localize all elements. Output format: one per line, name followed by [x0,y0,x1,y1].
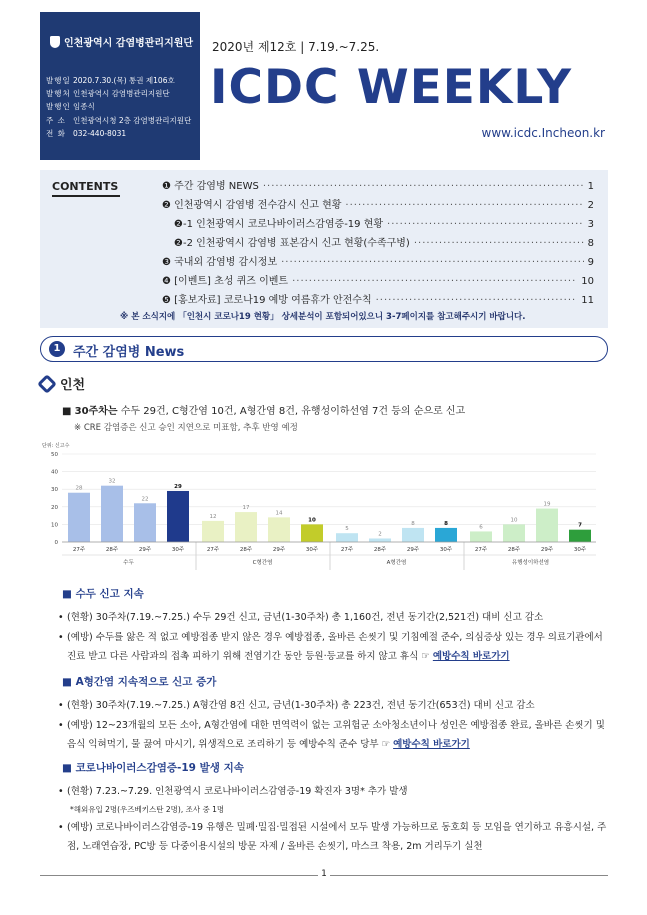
y-tick-label: 50 [51,452,58,458]
page-number: 1 [318,869,330,879]
bar [569,530,591,542]
contents-notice: ※ 본 소식지에 「인천시 코로나19 현황」 상세분석이 포함되어있으니 3-7페이지를 참고해주시기 바랍니다. [120,312,526,322]
x-tick-label: 27주 [474,547,488,553]
y-tick-label: 40 [51,469,58,476]
meta-key: 발행인 [46,102,71,112]
newsletter-title: ICDC WEEKLY [210,60,572,115]
x-tick-label: 28주 [105,547,119,553]
bar [68,493,90,542]
bar [435,528,457,542]
website-url[interactable]: www.icdc.Incheon.kr [481,126,605,140]
bar-value-label: 17 [242,505,250,512]
section-title: 주간 감염병 News [73,345,185,360]
covid-status: • (현황) 7.23.~7.29. 인천광역시 코로나바이러스감염증-19 확진자 3명* 추가 발생 [58,786,408,797]
x-tick-label: 30주 [171,547,185,553]
bar-value-label: 8 [411,520,415,527]
meta-key: 발행일 [46,76,71,85]
bar-value-label: 32 [108,478,116,485]
weekly-summary: ■ 30주차는 수두 29건, C형간염 10건, A형간염 8건, 유행성이하선염 7건 등의 순으로 신고 [62,406,466,417]
meta-value: 인천광역시청 2층 감염병관리지원단 [73,115,192,125]
bar-value-label: 29 [174,483,182,490]
bar [536,509,558,542]
section-header [40,336,608,362]
hepa-prevention: • (예방) 12~23개월의 모든 소아, A형간염에 대한 면역력이 없는 고위험군 소아청소년이나 성인은 예방접종 완료, 올바른 손씻기 및 음식 익혀먹기, 물 끓여 마시기, 위생적으로 조리하기 등 예방수칙 준수 당부 ☞ 예방수칙 바로가기 [58,720,605,750]
x-tick-label: 30주 [573,547,587,553]
covid-heading: ■ 코로나바이러스감염증-19 발생 지속 [62,762,244,774]
diamond-icon [37,374,57,394]
shield-icon [50,36,60,48]
toc-leader [387,215,584,234]
meta-key: 전 화 [46,128,66,138]
meta-row [46,114,191,127]
x-tick-label: 30주 [439,547,453,553]
toc-item[interactable] [162,253,594,272]
bar [101,486,123,542]
toc-page: 8 [587,238,594,249]
toc-leader [263,177,584,196]
bar [167,491,189,542]
hepa-heading: ■ A형간염 지속적으로 신고 증가 [62,676,217,688]
bar [470,531,492,542]
bar [202,521,224,542]
toc-item[interactable] [162,215,594,234]
y-tick-label: 30 [51,487,58,494]
contents-title: CONTENTS [52,180,120,197]
bar-value-label: 10 [510,517,518,524]
x-tick-label: 28주 [239,547,253,553]
bar-value-label: 5 [345,526,349,533]
toc-label: ❷-1 인천광역시 코로나바이러스감염증-19 현황 [174,219,384,230]
chickenpox-guide-link[interactable]: 예방수칙 바로가기 [432,651,510,662]
meta-key: 주 소 [46,115,66,125]
bar [268,517,290,542]
issue-line: 2020년 제12호 | 7.19.~7.25. [212,40,380,54]
bar-value-label: 7 [578,522,582,529]
toc-label: ❶ 주간 감염병 NEWS [162,181,259,192]
toc-page: 1 [587,181,594,192]
x-tick-label: 29주 [138,547,152,553]
x-tick-label: 27주 [72,547,86,553]
bar [402,528,424,542]
toc-item[interactable] [162,196,594,215]
meta-value: 인천광역시 감염병관리지원단 [73,89,170,99]
meta-row [46,87,191,100]
org-name: 인천광역시 감염병관리지원단 [50,34,193,49]
x-tick-label: 28주 [373,547,387,553]
toc-leader [345,196,583,215]
y-axis-label: 단위: 신고수 [42,443,70,449]
bar [235,512,257,542]
masthead-box [40,12,200,160]
meta-row [46,74,191,87]
toc-label: ❸ 국내외 감염병 감시정보 [162,257,278,268]
x-tick-label: 27주 [206,547,220,553]
bar-value-label: 12 [209,513,217,520]
toc-leader [292,272,577,291]
x-tick-label: 29주 [272,547,286,553]
contents-box [40,170,608,328]
group-label: 유행성이하선염 [511,560,550,566]
group-label: C형간염 [252,560,273,566]
bar-value-label: 28 [75,485,83,492]
bar [336,533,358,542]
masthead-meta [46,74,191,140]
meta-value: 2020.7.30.(목) 통권 제106호 [73,76,175,85]
meta-value: 임종식 [73,102,95,112]
weekly-report-chart [40,438,608,574]
cre-note: ※ CRE 감염증은 신고 승인 지연으로 미표함, 추후 반영 예정 [74,423,298,433]
bar-value-label: 14 [275,510,283,517]
region-heading: 인천 [40,374,85,393]
covid-footnote: *해외유입 2명(우즈베키스탄 2명), 조사 중 1명 [70,805,225,814]
y-tick-label: 20 [51,504,58,511]
section-number: 1 [49,341,65,357]
meta-row [46,127,191,140]
toc-page: 9 [587,257,594,268]
meta-row [46,100,191,113]
chickenpox-status: • (현황) 30주차(7.19.~7.25.) 수두 29건 신고, 금년(1-30주차) 총 1,160건, 전년 동기간(2,521건) 대비 신고 감소 [58,612,544,623]
x-tick-label: 29주 [540,547,554,553]
toc-item[interactable] [162,177,594,196]
toc-item[interactable] [162,234,594,253]
bar [301,524,323,542]
bar-value-label: 6 [479,524,483,531]
group-label: A형간염 [386,560,407,566]
toc-leader [414,234,584,253]
x-tick-label: 30주 [305,547,319,553]
toc-page: 11 [581,295,594,306]
meta-value: 032-440-8031 [73,128,127,138]
x-tick-label: 28주 [507,547,521,553]
table-of-contents [162,177,594,310]
hepa-status: • (현황) 30주차(7.19.~7.25.) A형간염 8건 신고, 금년(1-30주차) 총 223건, 전년 동기간(653건) 대비 신고 감소 [58,700,535,711]
x-tick-label: 27주 [340,547,354,553]
bar [503,524,525,542]
bar-value-label: 8 [444,520,448,527]
bar-value-label: 19 [543,501,551,508]
bar-value-label: 22 [141,496,149,503]
chickenpox-prevention: • (예방) 수두를 앓은 적 없고 예방접종 받지 않은 경우 예방접종, 올바른 손씻기 및 기침예절 준수, 의심증상 있는 경우 의료기관에서 진료 받고 다른 사람과의 접촉 피하기 위해 전염기간 동안 등원·등교를 하지 않고 휴식 ☞ 예방수칙 바로가기 [58,632,603,662]
toc-label: ❷-2 인천광역시 감염병 표본감시 신고 현황(수족구병) [174,238,410,249]
bar [134,503,156,542]
group-label: 수두 [123,560,134,566]
toc-item[interactable] [162,272,594,291]
chickenpox-heading: ■ 수두 신고 지속 [62,588,144,600]
toc-page: 2 [587,200,594,211]
meta-key: 발행처 [46,89,71,99]
y-tick-label: 0 [54,540,58,546]
toc-leader [281,253,584,272]
bar [369,538,391,542]
covid-prevention: • (예방) 코로나바이러스감염증-19 유행은 밀폐·밀집·밀접된 시설에서 모두 발생 가능하므로 동호회 등 모임을 연기하고 유흥시설, 주점, 노래연습장, PC방 등 다중이용시설의 방문 자제 / 올바른 손씻기, 마스크 착용, 2m 거리두기 실천 [58,822,607,852]
toc-label: ❹ [이벤트] 초성 퀴즈 이벤트 [162,276,289,287]
toc-item[interactable] [162,291,594,310]
toc-leader [376,291,578,310]
x-tick-label: 29주 [406,547,420,553]
toc-label: ❺ [홍보자료] 코로나19 예방 여름휴가 안전수칙 [162,295,372,306]
toc-label: ❷ 인천광역시 감염병 전수감시 신고 현황 [162,200,342,211]
toc-page: 3 [587,219,594,230]
hepa-guide-link[interactable]: 예방수칙 바로가기 [393,739,470,750]
y-tick-label: 10 [51,522,58,529]
bar-value-label: 10 [308,517,316,524]
bar-value-label: 2 [378,531,382,538]
toc-page: 10 [581,276,594,287]
